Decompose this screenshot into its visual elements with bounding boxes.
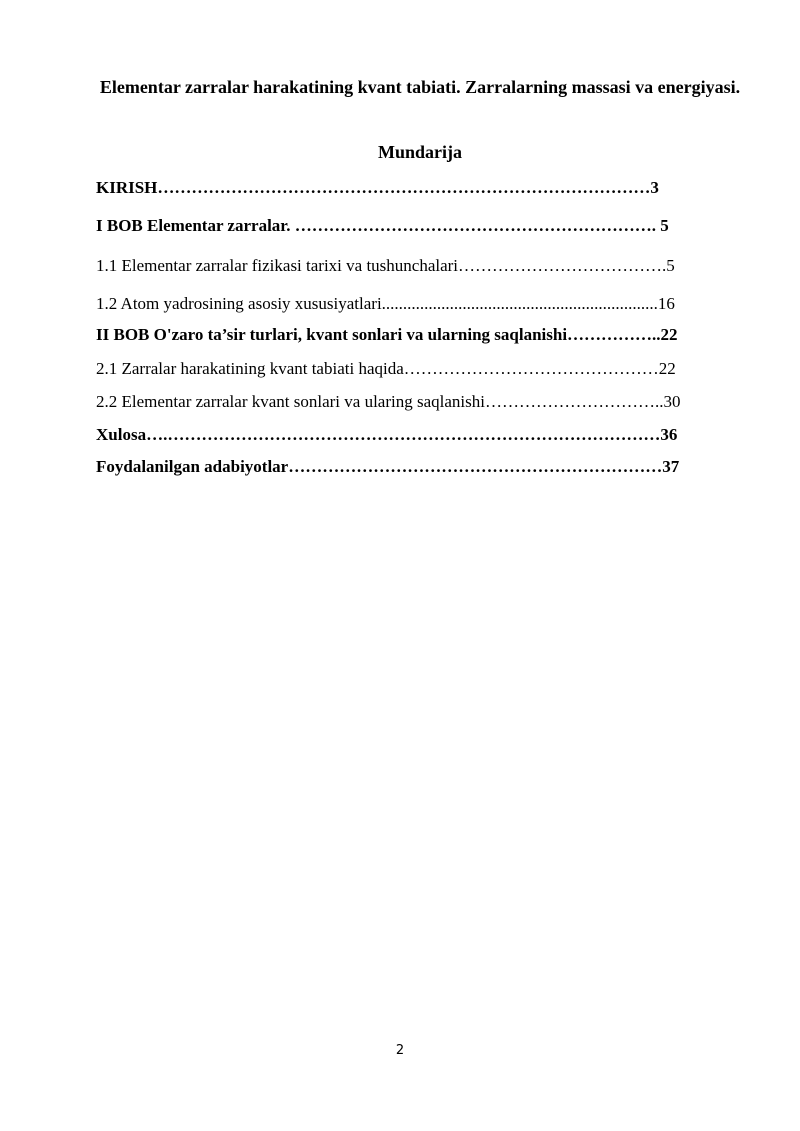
toc-entry-text: 1.1 Elementar zarralar fizikasi tarixi va tushunchalari……………………………….5 — [96, 256, 675, 275]
toc-entry-chapter-2 — [96, 324, 740, 346]
toc-entry-text: 2.1 Zarralar harakatining kvant tabiati haqida………………………………………22 — [96, 359, 676, 378]
toc-entry-adabiyotlar — [96, 456, 740, 478]
page-number: 2 — [395, 1043, 405, 1058]
toc-entry-text: II BOB O'zaro ta’sir turlari, kvant sonlari va ularning saqlanishi……………..22 — [96, 325, 678, 344]
toc-entry-section-2-1 — [96, 358, 740, 380]
toc-entry-text: Xulosa….……………………………………………………………………………36 — [96, 425, 678, 444]
toc-entry-text: 2.2 Elementar zarralar kvant sonlari va ularing saqlanishi…………………………..30 — [96, 392, 681, 411]
toc-entry-text: 1.2 Atom yadrosining asosiy xususiyatlari.................................................................16 — [96, 294, 675, 313]
document-title: Elementar zarralar harakatining kvant tabiati. Zarralarning massasi va energiyasi. — [99, 77, 741, 97]
toc-entry-section-1-1 — [96, 255, 740, 277]
toc-entry-chapter-1 — [96, 215, 740, 237]
toc-entry-kirish — [96, 177, 740, 199]
toc-entry-xulosa — [96, 424, 740, 446]
toc-entry-text: I BOB Elementar zarralar. ………………………………………………………. 5 — [96, 216, 669, 235]
toc-entry-section-1-2 — [96, 293, 740, 315]
toc-entry-section-2-2 — [96, 391, 740, 413]
toc-entry-text: KIRISH……………………………………………………………………………3 — [96, 178, 659, 197]
toc-heading: Mundarija — [377, 142, 462, 162]
toc-entry-text: Foydalanilgan adabiyotlar…………………………………………………………37 — [96, 457, 680, 476]
